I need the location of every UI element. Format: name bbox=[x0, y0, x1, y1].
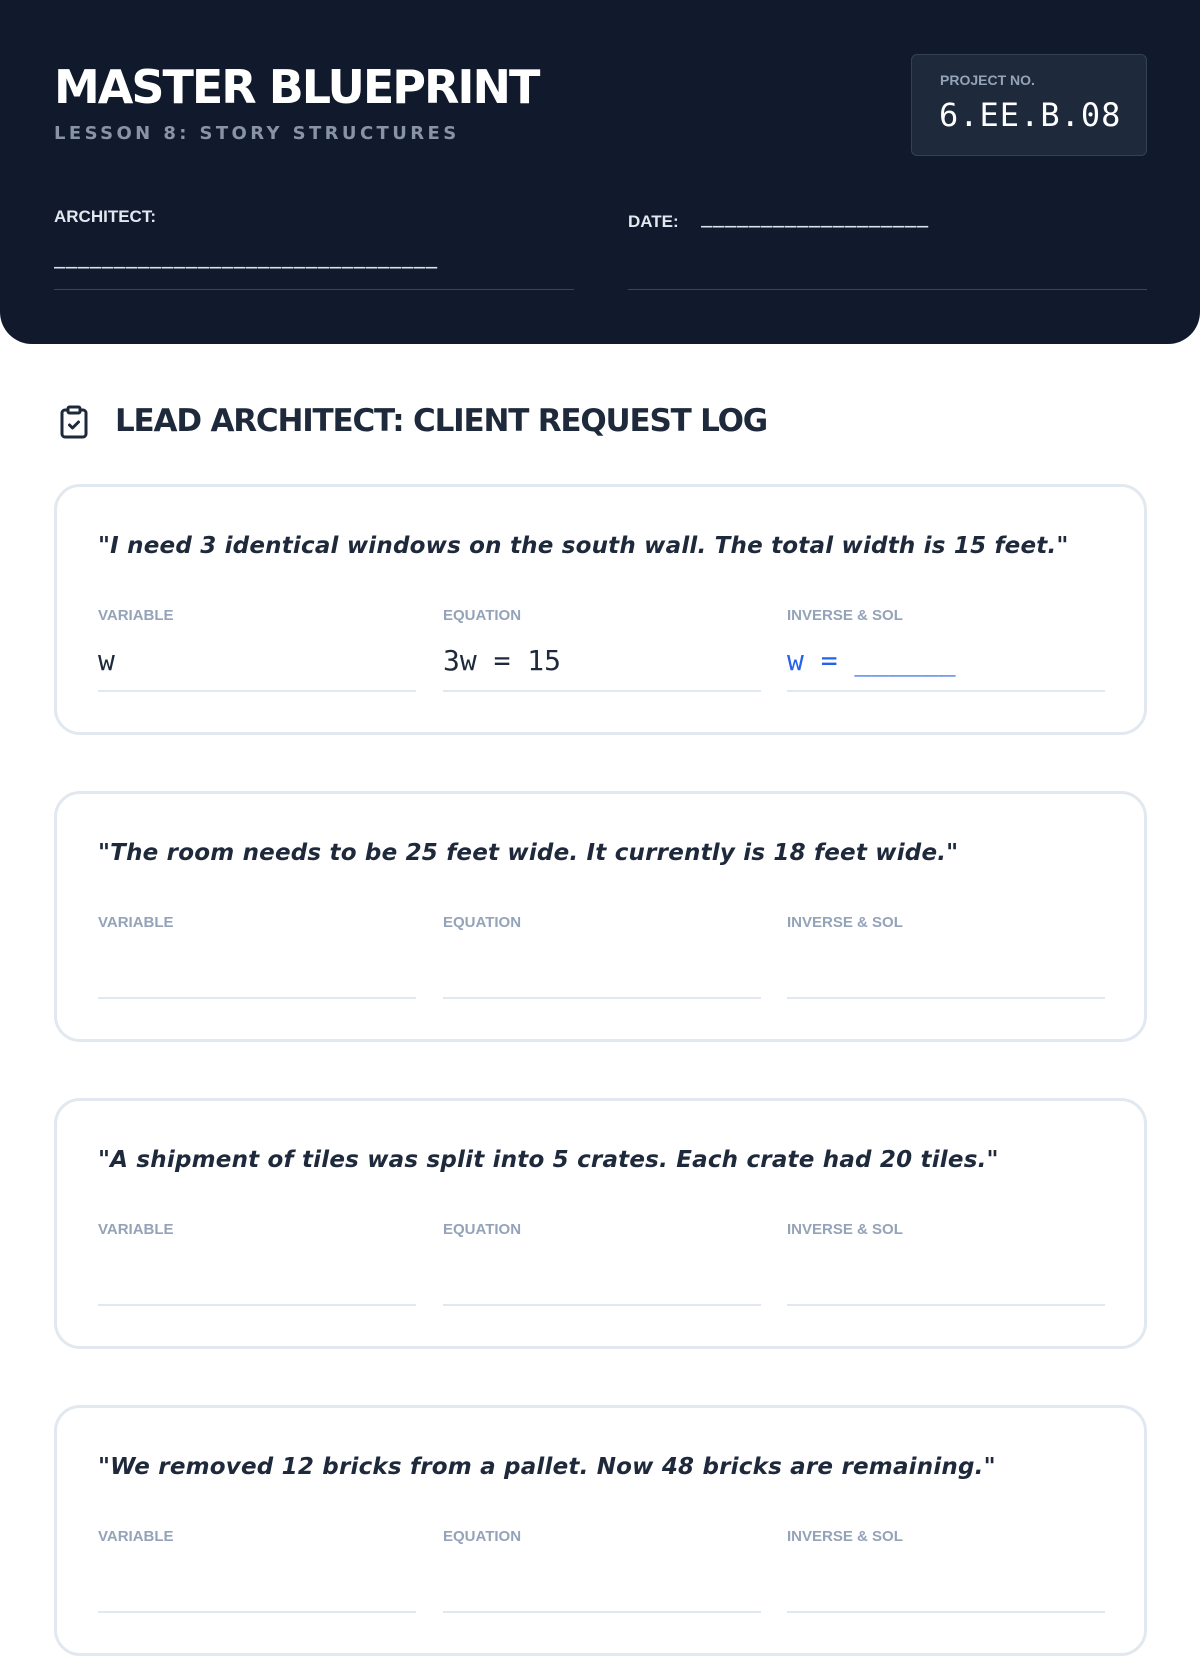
variable-underline bbox=[98, 1611, 416, 1613]
request-card bbox=[54, 484, 1147, 735]
architect-field[interactable]: ________________________________ bbox=[54, 244, 438, 269]
inverse-underline bbox=[787, 1611, 1105, 1613]
equation-input[interactable]: 3w = 15 bbox=[443, 644, 562, 677]
inverse-column bbox=[787, 914, 1105, 999]
request-quote: "We removed 12 bricks from a pallet. Now 48 bricks are remaining." bbox=[98, 1454, 996, 1480]
architect-underline bbox=[54, 289, 574, 290]
project-number-label: PROJECT NO. bbox=[940, 72, 1035, 88]
equation-label: EQUATION bbox=[443, 1221, 522, 1238]
variable-column bbox=[98, 1528, 416, 1613]
equation-underline bbox=[443, 690, 761, 692]
equation-column bbox=[443, 607, 761, 692]
variable-underline bbox=[98, 1304, 416, 1306]
equation-label: EQUATION bbox=[443, 607, 522, 624]
equation-column bbox=[443, 1221, 761, 1306]
inverse-input[interactable]: w = ______ bbox=[787, 644, 956, 677]
inverse-underline bbox=[787, 997, 1105, 999]
variable-label: VARIABLE bbox=[98, 1221, 174, 1238]
inverse-label: INVERSE & SOL bbox=[787, 607, 903, 624]
request-quote: "A shipment of tiles was split into 5 crates. Each crate had 20 tiles." bbox=[98, 1147, 999, 1173]
date-label: DATE: bbox=[628, 212, 679, 231]
request-quote: "I need 3 identical windows on the south wall. The total width is 15 feet." bbox=[98, 533, 1069, 559]
equation-underline bbox=[443, 1611, 761, 1613]
variable-column bbox=[98, 914, 416, 999]
inverse-underline bbox=[787, 690, 1105, 692]
variable-input[interactable]: w bbox=[98, 644, 115, 677]
inverse-label: INVERSE & SOL bbox=[787, 1528, 903, 1545]
variable-label: VARIABLE bbox=[98, 607, 174, 624]
worksheet-header bbox=[0, 0, 1200, 344]
request-card bbox=[54, 1405, 1147, 1656]
equation-label: EQUATION bbox=[443, 1528, 522, 1545]
inverse-label: INVERSE & SOL bbox=[787, 1221, 903, 1238]
inverse-label: INVERSE & SOL bbox=[787, 914, 903, 931]
inverse-column bbox=[787, 1528, 1105, 1613]
lesson-subtitle: LESSON 8: STORY STRUCTURES bbox=[54, 123, 460, 144]
section-title: LEAD ARCHITECT: CLIENT REQUEST LOG bbox=[115, 403, 768, 439]
variable-column bbox=[98, 607, 416, 692]
variable-label: VARIABLE bbox=[98, 914, 174, 931]
architect-label: ARCHITECT: bbox=[54, 207, 156, 226]
clipboard-check-icon bbox=[56, 403, 92, 441]
inverse-underline bbox=[787, 1304, 1105, 1306]
equation-underline bbox=[443, 1304, 761, 1306]
variable-column bbox=[98, 1221, 416, 1306]
page-title: MASTER BLUEPRINT bbox=[54, 60, 539, 114]
equation-column bbox=[443, 1528, 761, 1613]
variable-underline bbox=[98, 997, 416, 999]
date-underline bbox=[628, 289, 1147, 290]
variable-label: VARIABLE bbox=[98, 1528, 174, 1545]
variable-underline bbox=[98, 690, 416, 692]
date-field[interactable]: ___________________ bbox=[701, 203, 929, 228]
request-quote: "The room needs to be 25 feet wide. It currently is 18 feet wide." bbox=[98, 840, 959, 866]
equation-column bbox=[443, 914, 761, 999]
project-number-value: 6.EE.B.08 bbox=[939, 96, 1122, 134]
equation-underline bbox=[443, 997, 761, 999]
inverse-column bbox=[787, 1221, 1105, 1306]
request-card bbox=[54, 791, 1147, 1042]
project-number-box bbox=[911, 54, 1147, 156]
equation-label: EQUATION bbox=[443, 914, 522, 931]
request-card bbox=[54, 1098, 1147, 1349]
inverse-column bbox=[787, 607, 1105, 692]
